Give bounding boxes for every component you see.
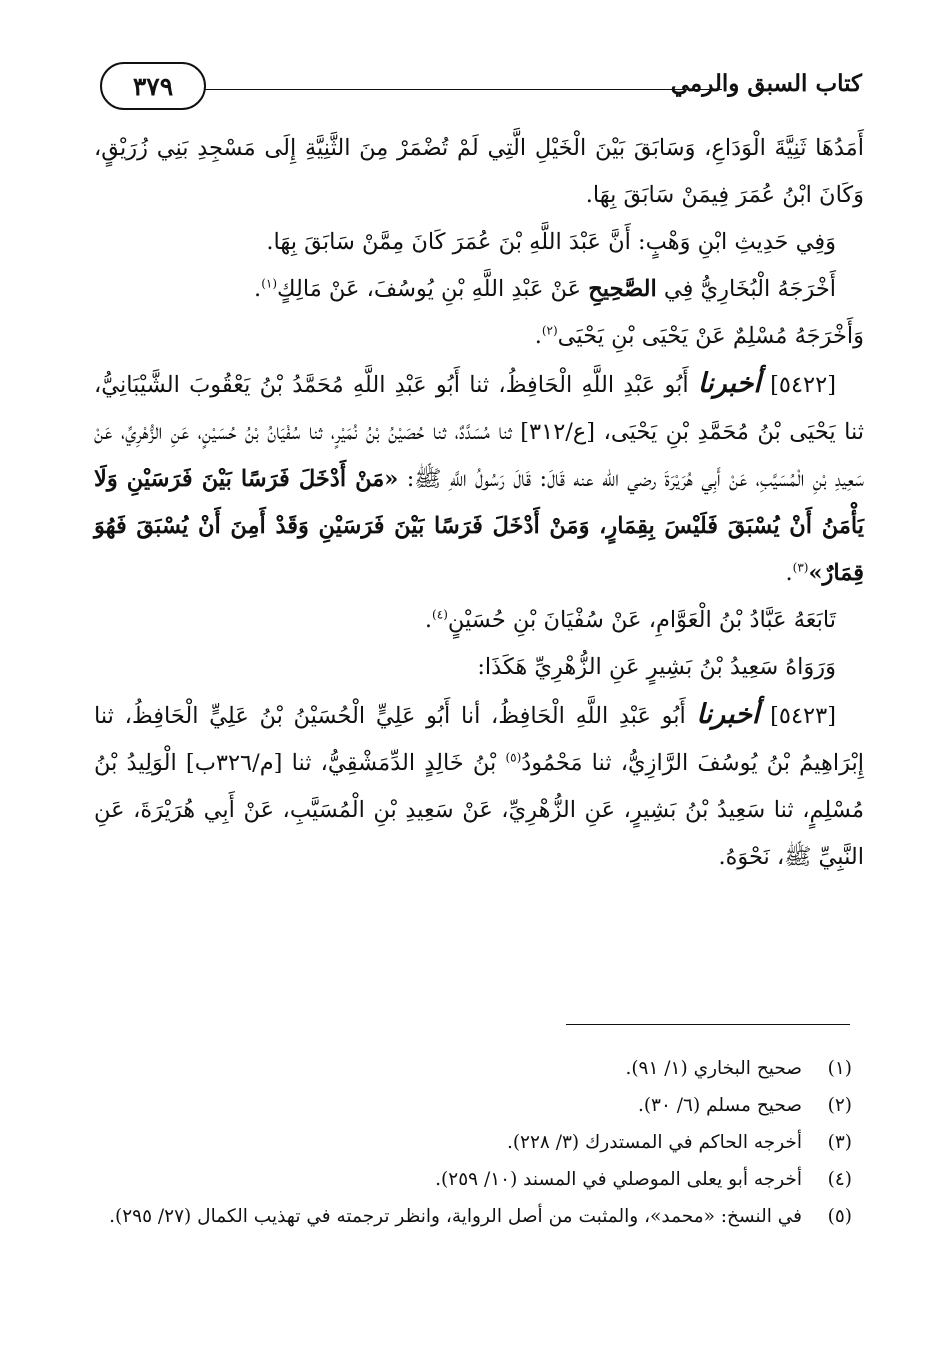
page-number: ٣٧٩ [100,62,206,110]
footnote-text: أخرجه الحاكم في المستدرك (٣/ ٢٢٨). [506,1132,802,1153]
hadith-5422 [94,360,864,597]
footnote-text: صحيح مسلم (٦/ ٣٠). [637,1095,802,1116]
paragraph-muslim [94,313,864,360]
paragraph-mutabaa [94,597,864,644]
text-segment: وَأَخْرَجَهُ مُسْلِمٌ عَنْ يَحْيَى بْنِ يَحْيَى [557,323,864,349]
akhbarana-keyword: أخبرنا [697,368,761,399]
footnote-text: صحيح البخاري (١/ ٩١). [625,1058,802,1079]
header-rule [204,89,722,90]
text-segment: عَنْ عَبْدِ اللَّهِ بْنِ يُوسُفَ، عَنْ مَالِكٍ [277,276,582,302]
footnote-text: أخرجه أبو يعلى الموصلي في المسند (١٠/ ٢٥٩). [435,1169,802,1190]
footnote-number: (٣) [827,1132,852,1153]
punctuation: . [534,323,542,349]
text-segment: أَخْرَجَهُ الْبُخَارِيُّ فِي [663,276,836,302]
text-segment: تَابَعَهُ عَبَّادُ بْنُ الْعَوَّامِ، عَنْ سُفْيَانَ بْنِ حُسَيْنٍ [447,607,836,633]
footnote-4 [94,1161,856,1198]
footnote-ref-2[interactable]: (٢) [541,323,558,338]
footnote-ref-1[interactable]: (١) [261,276,278,291]
punctuation: . [254,276,262,302]
paragraph-ibn-wahb: وَفِي حَدِيثِ ابْنِ وَهْبٍ: أَنَّ عَبْدَ اللَّهِ بْنَ عُمَرَ كَانَ مِمَّنْ سَابَقَ بِهَا. [266,229,836,255]
paragraph-bukhari [94,266,864,313]
main-text [94,125,864,881]
footnote-ref-4[interactable]: (٤) [432,607,448,622]
footnote-number: (٤) [827,1169,852,1190]
footnote-number: (٢) [827,1095,852,1116]
paragraph-1: أَمَدُهَا ثَنِيَّةَ الْوَدَاعِ، وَسَابَقَ بَيْنَ الْخَيْلِ الَّتِي لَمْ تُضْمَرْ مِنَ الثَّنِيَّةِ إِلَى مَسْجِدِ بَنِي زُرَيْقٍ، وَكَانَ ابْنُ عُمَرَ فِيمَنْ سَابَقَ بِهَا. [94,135,864,208]
footnote-number: (١) [827,1058,852,1079]
footnote-separator [566,1024,850,1025]
punctuation: . [785,560,793,586]
isnad-text: أَبُو عَبْدِ اللَّهِ الْحَافِظُ، ثنا أَبُو عَبْدِ اللَّهِ مُحَمَّدُ بْنُ يَعْقُوبَ الشَّيْبَانِيُّ، ثنا يَحْيَى بْنُ مُحَمَّدِ بْنِ يَحْيَى، [ع/٣١٢] ثنا مُسَدَّدٌ، ثنا حُصَيْنُ بْنُ نُمَيْرٍ، ثنا سُفْيَانُ بْنُ حُسَيْنٍ، عَنِ الزُّهْرِيِّ، عَنْ سَعِيدِ بْنِ الْمُسَيَّبِ، عَنْ أَبِي هُرَيْرَةَ رضي الله عنه قَالَ: قَالَ رَسُولُ اللَّهِ ﷺ: [94,372,864,492]
hadith-matn: «مَنْ أَدْخَلَ فَرَسًا بَيْنَ فَرَسَيْنِ وَلَا يَأْمَنُ أَنْ يُسْبَقَ فَلَيْسَ بِقِمَارٍ، وَمَنْ أَدْخَلَ فَرَسًا بَيْنَ فَرَسَيْنِ وَقَدْ أَمِنَ أَنْ يُسْبَقَ فَهُوَ قِمَارٌ» [94,466,864,586]
footnote-2 [94,1087,856,1124]
isnad-text: أَبُو عَبْدِ اللَّهِ الْحَافِظُ، أنا أَبُو عَلِيٍّ الْحُسَيْنُ بْنُ عَلِيٍّ الْحَافِظُ، ثنا إِبْرَاهِيمُ بْنُ يُوسُفَ الرَّازِيُّ، ثنا مَحْمُودُ [94,703,864,776]
isnad-text: بْنُ خَالِدٍ الدِّمَشْقِيُّ، ثنا [م/٣٢٦ب] الْوَلِيدُ بْنُ مُسْلِمٍ، ثنا سَعِيدُ بْنُ بَشِيرٍ، عَنِ الزُّهْرِيِّ، عَنْ سَعِيدِ بْنِ الْمُسَيَّبِ، عَنْ أَبِي هُرَيْرَةَ، عَنِ النَّبِيِّ ﷺ، نَحْوَهُ. [94,750,864,870]
paragraph-riwaya: وَرَوَاهُ سَعِيدُ بْنُ بَشِيرٍ عَنِ الزُّهْرِيِّ هَكَذَا: [477,654,836,680]
footnote-3 [94,1124,856,1161]
footnote-text: في النسخ: «محمد»، والمثبت من أصل الرواية، وانظر ترجمته في تهذيب الكمال (٢٧/ ٢٩٥). [109,1206,802,1227]
footnote-ref-5[interactable]: (٥) [505,750,522,765]
footnotes [94,1050,856,1235]
page-header [100,62,862,114]
footnote-5 [94,1198,856,1235]
footnote-ref-3[interactable]: (٣) [792,560,809,575]
punctuation: . [424,607,433,633]
book-name-sahih: الصَّحِيحِ [588,276,657,302]
footnote-number: (٥) [827,1206,852,1227]
hadith-number: [٥٤٢٣] [770,703,836,729]
book-title: كتاب السبق والرمي [670,70,862,97]
hadith-number: [٥٤٢٢] [770,372,836,398]
hadith-5423 [94,691,864,881]
akhbarana-keyword: أخبرنا [696,699,760,730]
footnote-1 [94,1050,856,1087]
